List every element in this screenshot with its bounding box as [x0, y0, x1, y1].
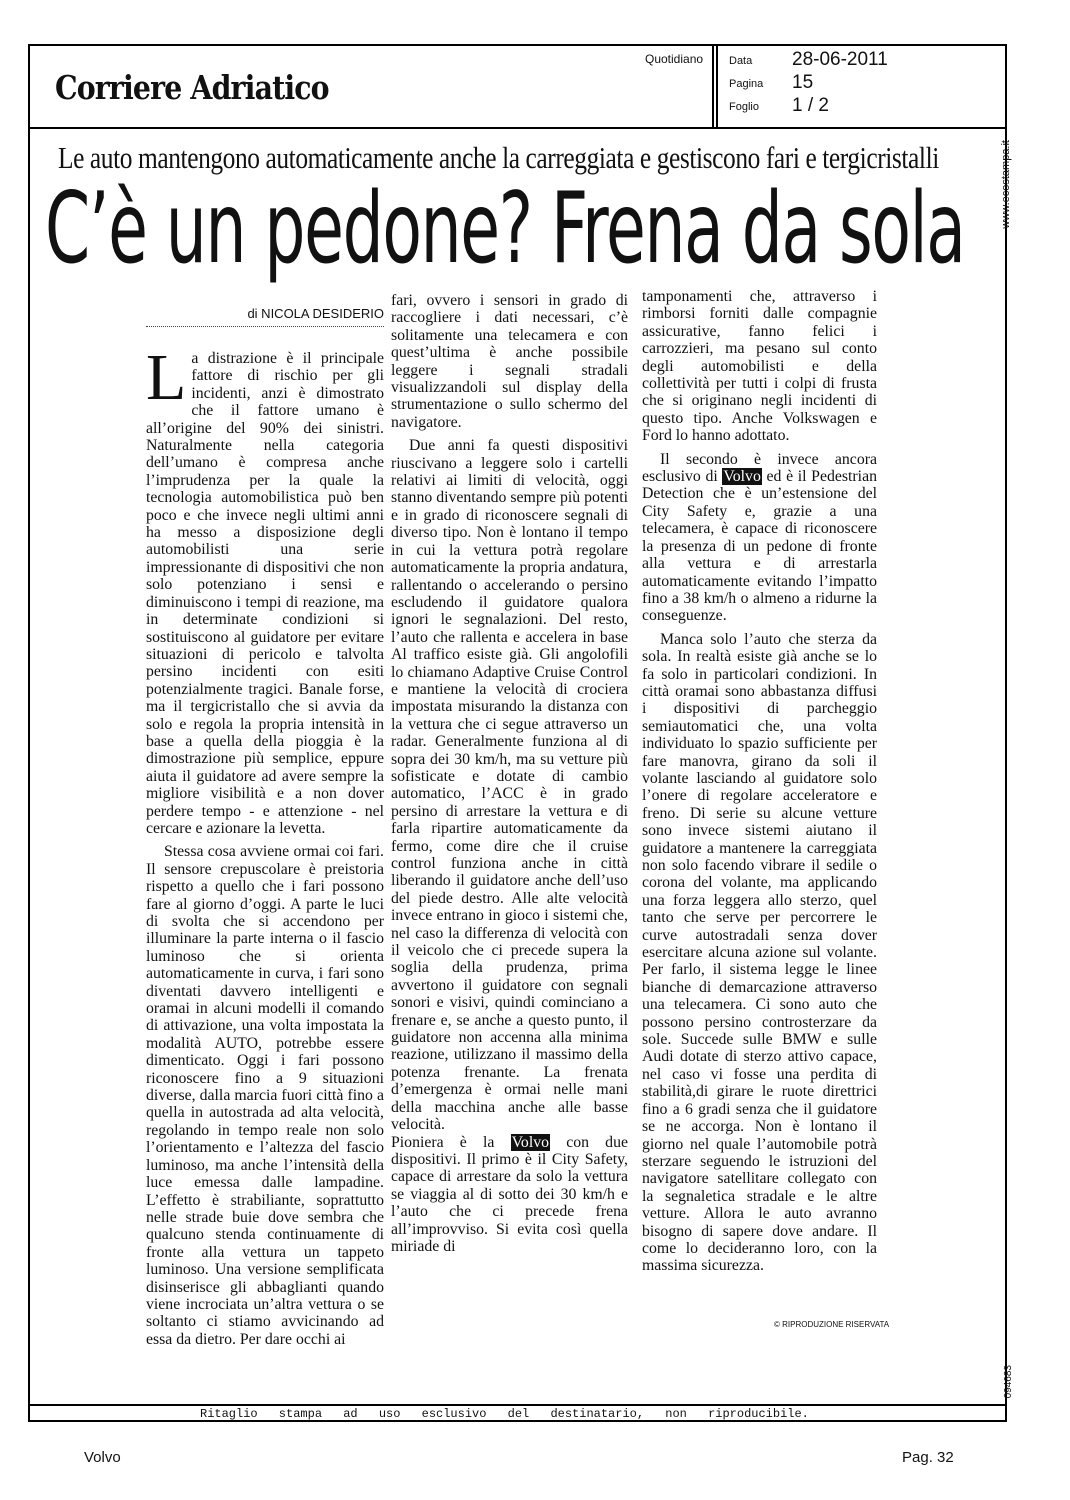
paragraph-text: con due dispositivi. Il primo è il City Safety, capace di arrestare da solo la vettura se viaggia al di sotto dei 30 km/h e l’auto che ci precede frena all’improvviso. Si evita così quella miriade di	[391, 1133, 628, 1255]
footer-notice: Ritaglio stampa ad uso esclusivo del destinatario, non riproducibile.	[200, 1407, 809, 1421]
paragraph-text: a distrazione è il principale fattore di rischio per gli incidenti, anzi è dimostrato che il fattore umano è all’origine del 90% dei sinistri. Naturalmente nella categoria dell’umano è compresa anche l’imprudenza per la quale la tecnologia automobilistica può ben poco e che invece negli ultimi anni ha messo a disposizione degli automobilisti una serie impressionante di dispositivi che non solo potenziano i sensi e diminuiscono i tempi di reazione, ma in determinate condizioni si sostituiscono al guidatore per evitare situazioni di pericolo e talvolta persino incidenti con esiti potenzialmente tragici. Banale forse, ma il tergicristallo che si avvia da solo e regola la propria intensità in base a quella della pioggia è la dimostrazione più semplice, eppure aiuta il guidatore ad avere sempre la migliore visibilità e a non dover perdere tempo - e attenzione - nel cercare e azionare la levetta.	[146, 350, 384, 837]
paragraph	[642, 451, 877, 625]
article-column-1	[146, 341, 384, 1348]
paragraph: Manca solo l’auto che sterza da sola. In realtà esiste già anche se lo fa solo in particolari condizioni. In città oramai sono abbastanza diffusi i dispositivi di parcheggio semiautomatici che, una volta individuato lo spazio sufficiente per fare manovra, girano da soli il volante lasciando al guidatore solo l’onere di regolare acceleratore e freno. Di serie su alcune vetture sono invece sistemi aiutano il guidatore a mantenere la carreggiata non solo facendo vibrare il sedile o corona del volante, ma applicando una forza leggera allo sterzo, quel tanto che serve per percorrere le curve autostradali senza dover esercitare alcuna azione sul volante. Per farlo, il sistema legge le linee bianche di demarcazione attraverso una telecamera. Ci sono auto che possono persino controsterzare da sole. Succede sulle BMW e sulle Audi dotate di sterzo attivo capace, nel caso vi fosse una perdita di stabilità,di girare le ruote direttrici fino a 6 gradi senza che il guidatore se ne accorga. Non è lontano il giorno nel quale l’automobile potrà sterzare seguendo le istruzioni del navigatore satellitare collegato con la segnaletica stradale e le altre vetture. Allora le auto avranno bisogno di sapere dove andare. Il come lo decideranno loro, con la massima sicurezza.	[642, 630, 877, 1275]
paragraph-text: Il secondo è invece ancora esclusivo di	[642, 450, 877, 486]
header-divider-v1	[712, 44, 714, 128]
paragraph: fari, ovvero i sensori in grado di raccogliere i dati necessari, c’è solitamente una telecamera e con quest’ultima è anche possibile leggere i segnali stradali visualizzandoli sul display della strumentazione o sullo schermo del navigatore.	[391, 292, 628, 431]
paragraph-text: Pioniera è la	[391, 1133, 495, 1151]
sheet-label: Foglio	[729, 101, 759, 113]
drop-cap: L	[146, 341, 187, 414]
sheet-value: 1 / 2	[792, 95, 829, 116]
keyword-label: Volvo	[84, 1449, 121, 1466]
paragraph	[146, 341, 384, 837]
paragraph	[391, 1134, 628, 1256]
paragraph-text: ed è il Pedestrian Detection che è un’estensione del City Safety e, grazie a una telecamera, è capace di riconoscere la presenza di un pedone di fronte alla vettura e di arrestarla automaticamente evitando l’impatto fino a 38 km/h o almeno a ridurne la conseguenze.	[642, 468, 877, 625]
article-column-2	[391, 292, 628, 1255]
article-kicker: Le auto mantengono automaticamente anche la carreggiata e gestiscono fari e tergicristalli	[58, 140, 939, 175]
masthead: Corriere Adriatico	[55, 68, 329, 107]
paragraph: Stessa cosa avviene ormai coi fari. Il sensore crepuscolare è preistoria rispetto a quello che i fari possono fare al giorno d’oggi. A parte le luci di svolta che si accendono per illuminare la parte interna o il fascio luminoso che si orienta automaticamente in curva, i fari sono diventati davvero intelligenti e oramai in alcuni modelli il comando di attivazione, una volta impostata la modalità AUTO, potrebbe essere dimenticato. Oggi i fari possono riconoscere fino a 9 situazioni diverse, dalla marcia fuori città fino a quella in autostrada ad alta velocità, regolando in tempo reale non solo l’orientamento e l’altezza del fascio luminoso, ma anche l’intensità della luce emessa dalle lampadine. L’effetto è strabiliante, soprattutto nelle strade buie dove sembra che qualcuno stenda continuamente di fronte alla vettura un tappeto luminoso. Una versione semplificata disinserisce gli abbaglianti quando viene incrociata un’altra vettura o se soltanto ci stiamo avvicinando ad essa da dietro. Per dare occhi ai	[146, 843, 384, 1348]
page-value: 15	[792, 72, 814, 93]
header-divider	[28, 127, 1007, 129]
date-label: Data	[729, 55, 753, 67]
article-column-3	[642, 288, 877, 1275]
page-label: Pagina	[729, 78, 764, 90]
byline: di NICOLA DESIDERIO	[146, 306, 384, 327]
side-url: www.ecostampa.it	[1000, 140, 1012, 229]
publication-type: Quotidiano	[645, 52, 704, 66]
brand-highlight: Volvo	[511, 1133, 550, 1151]
page-number: Pag. 32	[902, 1449, 954, 1466]
copyright: © RIPRODUZIONE RISERVATA	[774, 1320, 890, 1329]
side-code: 094683	[1003, 1365, 1014, 1399]
footer-divider	[28, 1404, 1007, 1406]
article-headline: C’è un pedone? Frena da sola	[45, 172, 965, 286]
paragraph: Due anni fa questi dispositivi riuscivano a leggere solo i cartelli relativi ai limiti di velocità, oggi stanno diventando sempre più potenti e in grado di riconoscere segnali di diverso tipo. Non è lontano il tempo in cui la vettura potrà regolare automaticamente la propria andatura, rallentando o accelerando o persino escludendo il guidatore qualora ignori le segnalazioni. Del resto, l’auto che rallenta e accelera in base Al traffico esiste già. Gli angolofili lo chiamano Adaptive Cruise Control e mantiene la velocità di crociera impostata misurando la distanza con la vettura che ci segue attraverso un radar. Generalmente funziona al di sopra dei 30 km/h, ma su vetture più sofisticate e dotate di cambio automatico, l’ACC è in grado persino di arrestare la vettura e di farla ripartire automaticamente da fermo, come dire che il cruise control funziona anche in città liberando il guidatore anche dell’uso del piede destro. Alle alte velocità invece entrano in gioco i sistemi che, nel caso la differenza di velocità con il veicolo che ci precede supera la soglia della prudenza, prima avvertono il guidatore con segnali sonori e visivi, quindi cominciano a frenare e, se anche a questo punto, il guidatore non accenna alla minima reazione, utilizzano il massimo della potenza frenante. La frenata d’emergenza è ormai nelle mani della macchina anche alle basse velocità.	[391, 437, 628, 1134]
date-value: 28-06-2011	[792, 49, 888, 70]
brand-highlight: Volvo	[723, 468, 761, 486]
paragraph: tamponamenti che, attraverso i rimborsi forniti dalle compagnie assicurative, fanno felici i carrozzieri, ma pesano sul conto degli automobilisti e della collettività per tutti i colpi di frusta che si originano negli incidenti di questo tipo. Anche Volkswagen e Ford lo hanno adottato.	[642, 288, 877, 445]
header-divider-v2	[716, 44, 718, 128]
